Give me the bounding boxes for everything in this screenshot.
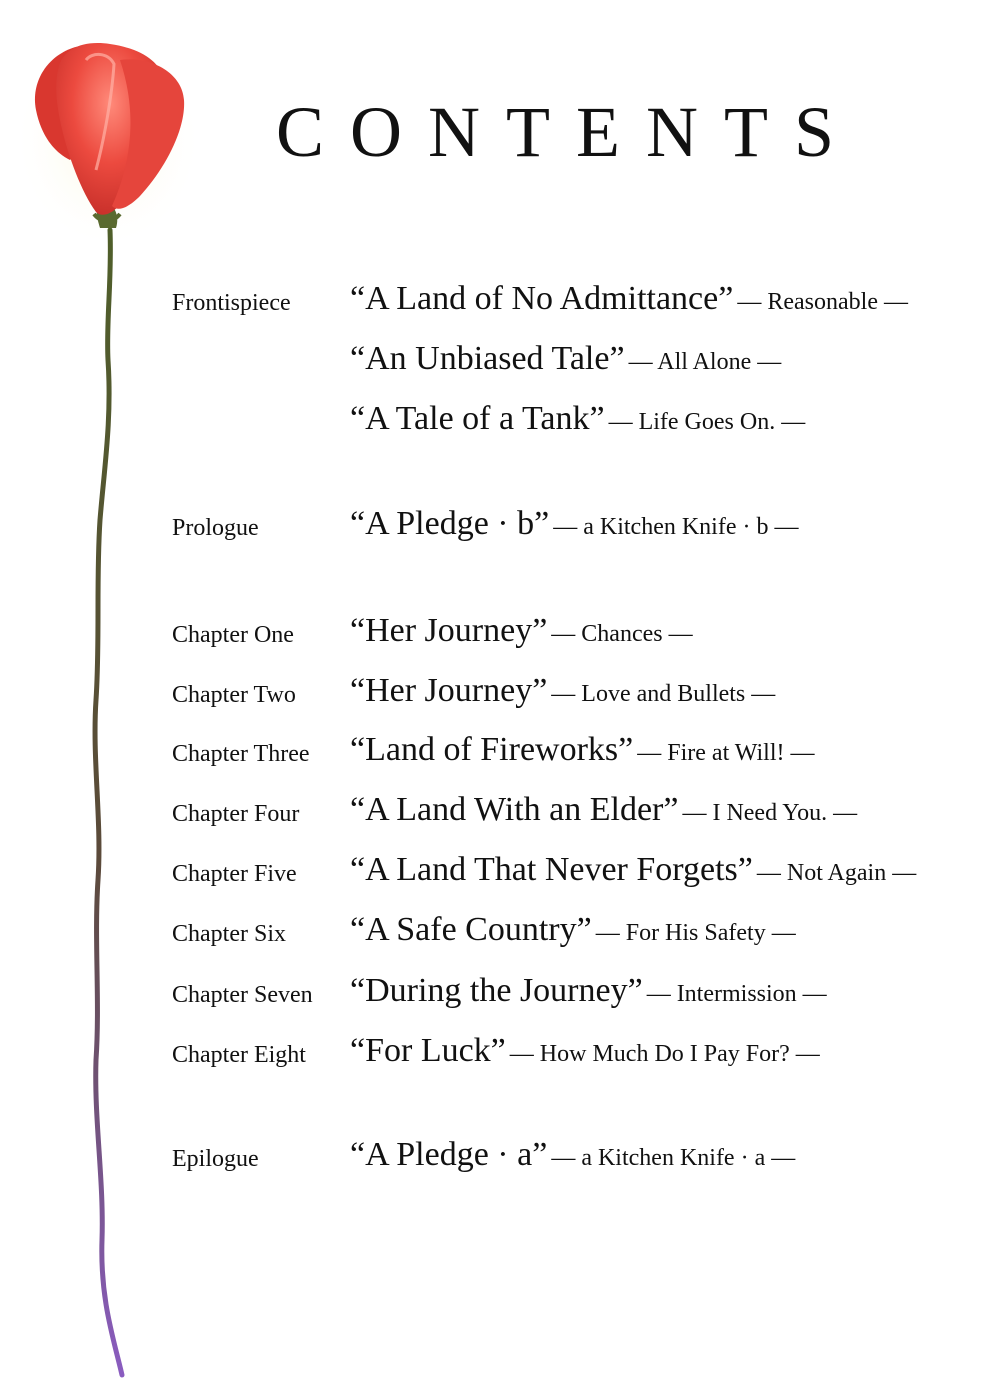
toc-row-frontispiece [0, 280, 984, 330]
toc-label: Chapter One [172, 622, 294, 648]
toc-title: “A Pledge · b” [350, 505, 550, 542]
toc-label: Chapter Seven [172, 982, 313, 1008]
toc-row-chapter-two [0, 672, 984, 722]
toc-label: Epilogue [172, 1146, 259, 1172]
toc-title: “An Unbiased Tale” [350, 340, 625, 377]
toc-subtitle: — All Alone — [628, 349, 782, 375]
toc-subtitle: — Intermission — [646, 981, 827, 1007]
toc-entry [350, 505, 798, 543]
toc-subtitle: — I Need You. — [682, 800, 858, 826]
toc-subtitle: — Life Goes On. — [608, 409, 806, 435]
toc-subtitle: — Not Again — [756, 860, 917, 886]
toc-label: Chapter Three [172, 741, 310, 767]
toc-subtitle: — Love and Bullets — [551, 681, 776, 707]
toc-row-chapter-seven [0, 972, 984, 1022]
toc-entry [350, 340, 781, 378]
toc-label: Chapter Four [172, 801, 300, 827]
toc-entry [350, 400, 805, 438]
toc-row [0, 400, 984, 450]
toc-row-epilogue [0, 1136, 984, 1186]
toc-subtitle: — a Kitchen Knife · a — [551, 1145, 796, 1171]
toc-row-chapter-four [0, 791, 984, 841]
toc-label: Chapter Six [172, 921, 286, 947]
toc-entry [350, 791, 857, 829]
toc-title: “For Luck” [350, 1032, 506, 1069]
toc-row-prologue [0, 505, 984, 555]
toc-title: “A Land With an Elder” [350, 791, 679, 828]
toc-label: Prologue [172, 515, 259, 541]
toc-title: “Land of Fireworks” [350, 731, 634, 768]
toc-label: Frontispiece [172, 290, 291, 316]
toc-row-chapter-eight [0, 1032, 984, 1082]
toc-entry [350, 612, 693, 650]
toc-row-chapter-six [0, 911, 984, 961]
toc-label: Chapter Two [172, 682, 296, 708]
toc-entry [350, 911, 796, 949]
toc-row-chapter-three [0, 731, 984, 781]
toc-entry [350, 1136, 795, 1174]
toc-title: “During the Journey” [350, 972, 643, 1009]
toc-title: “A Pledge · a” [350, 1136, 548, 1173]
toc-label: Chapter Five [172, 861, 297, 887]
toc-subtitle: — a Kitchen Knife · b — [553, 514, 799, 540]
toc-entry [350, 972, 827, 1010]
toc-row-chapter-one [0, 612, 984, 662]
toc-title: “A Land of No Admittance” [350, 280, 734, 317]
toc-row [0, 340, 984, 390]
toc-subtitle: — How Much Do I Pay For? — [509, 1041, 820, 1067]
toc-title: “A Land That Never Forgets” [350, 851, 753, 888]
page-title: CONTENTS [276, 92, 860, 172]
toc-entry [350, 672, 775, 710]
toc-entry [350, 731, 814, 769]
toc-title: “A Tale of a Tank” [350, 400, 605, 437]
toc-entry [350, 851, 916, 889]
toc-entry [350, 1032, 820, 1070]
toc-title: “A Safe Country” [350, 911, 592, 948]
toc-entry [350, 280, 908, 318]
toc-subtitle: — For His Safety — [595, 920, 796, 946]
toc-title: “Her Journey” [350, 672, 548, 709]
toc-title: “Her Journey” [350, 612, 548, 649]
toc-subtitle: — Chances — [551, 621, 693, 647]
toc-row-chapter-five [0, 851, 984, 901]
toc-label: Chapter Eight [172, 1042, 306, 1068]
toc-subtitle: — Fire at Will! — [637, 740, 815, 766]
toc-subtitle: — Reasonable — [737, 289, 908, 315]
